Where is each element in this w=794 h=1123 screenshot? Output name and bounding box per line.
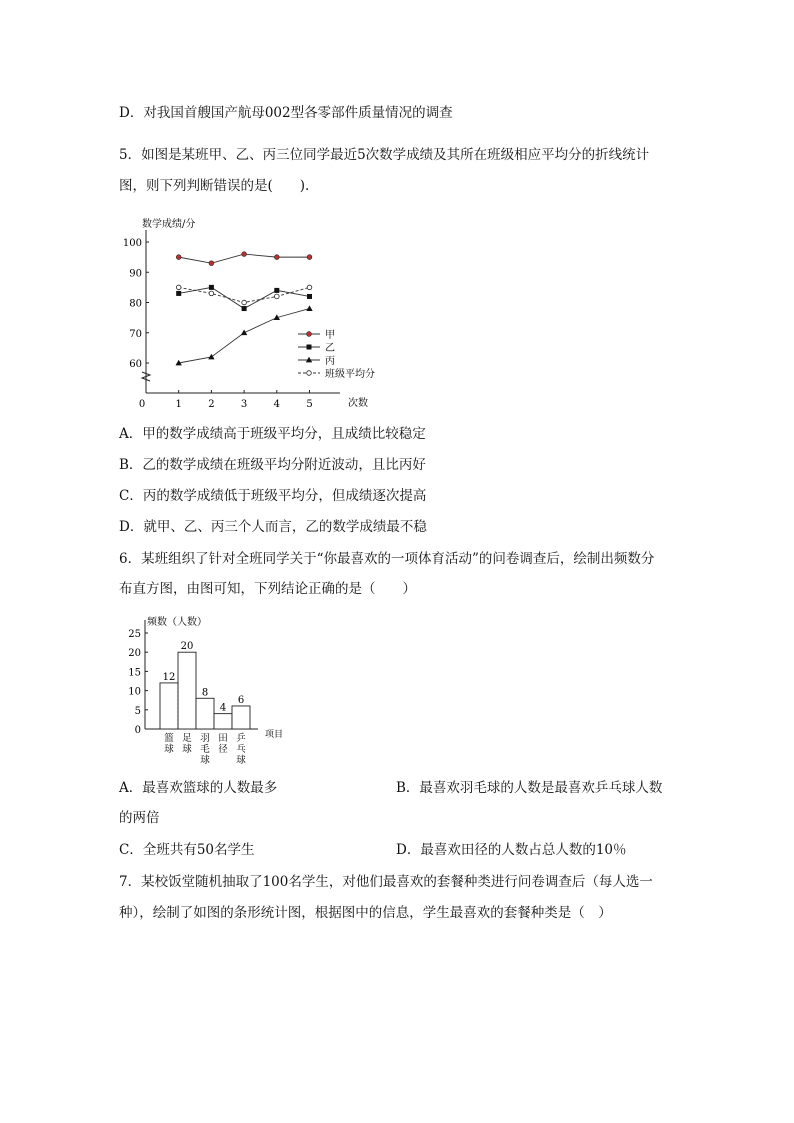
x-tick-label: 2 — [208, 399, 215, 410]
q6-stem-line2: 布直方图，由图可知，下列结论正确的是（ ） — [119, 581, 416, 597]
data-point-4 — [275, 294, 280, 299]
histogram-chart — [128, 610, 308, 770]
data-point-2 — [242, 306, 247, 311]
q5-option-a: A．甲的数学成绩高于班级平均分，且成绩比较稳定 — [119, 426, 426, 442]
y-axis-label: 数学成绩/分 — [142, 219, 196, 230]
legend-label: 班级平均分 — [325, 369, 375, 380]
data-point-2 — [274, 288, 279, 293]
bar — [178, 652, 196, 729]
category-label: 羽 — [200, 733, 210, 744]
data-point-1 — [307, 255, 312, 260]
category-label: 球 — [200, 755, 210, 766]
x-tick-label: 3 — [240, 399, 248, 410]
q7-stem-line2: 种），绘制了如图的条形统计图，根据图中的信息，学生最喜欢的套餐种类是（ ） — [119, 905, 612, 921]
data-point-1 — [209, 261, 214, 266]
bar-value-label: 8 — [201, 687, 209, 699]
category-label: 球 — [236, 755, 246, 766]
bar-value-label: 6 — [237, 694, 245, 706]
q4-option-d: D．对我国首艘国产航母002型各零部件质量情况的调查 — [119, 105, 453, 121]
q6-option-a: A．最喜欢篮球的人数最多 — [119, 780, 278, 796]
data-point-3 — [306, 305, 312, 311]
category-label: 球 — [164, 744, 174, 755]
category-label: 毛 — [200, 744, 210, 755]
y-tick-label: 20 — [128, 648, 141, 660]
bar-value-label: 4 — [219, 702, 227, 714]
y-tick-label: 10 — [128, 686, 141, 698]
data-point-3 — [208, 354, 214, 360]
q6-option-d: D．最喜欢田径的人数占总人数的10％ — [396, 842, 627, 858]
data-point-2 — [307, 294, 312, 299]
y-tick-label: 5 — [134, 705, 141, 717]
q5-option-c: C．丙的数学成绩低于班级平均分，但成绩逐次提高 — [119, 488, 427, 504]
series-line-3 — [179, 309, 310, 363]
x-tick-label: 4 — [273, 399, 280, 410]
q5-option-d: D．就甲、乙、丙三个人而言，乙的数学成绩最不稳 — [119, 519, 427, 535]
legend-label: 丙 — [325, 356, 335, 367]
bar — [232, 706, 250, 729]
legend-label: 乙 — [325, 343, 335, 354]
bar — [214, 714, 232, 729]
x-axis-label: 次数 — [348, 398, 368, 409]
y-tick-label: 15 — [128, 667, 141, 679]
category-label: 径 — [218, 744, 228, 755]
line-chart — [122, 212, 390, 412]
category-label: 足 — [182, 733, 192, 744]
x-tick-label: 1 — [175, 399, 182, 410]
category-label: 乓 — [236, 744, 246, 755]
axis-break-mark — [142, 372, 150, 381]
x-axis-label: 项目 — [265, 730, 284, 740]
y-tick-label: 90 — [129, 268, 142, 280]
data-point-2 — [209, 285, 214, 290]
category-label: 乒 — [236, 733, 246, 744]
q6-option-b-line1: B．最喜欢羽毛球的人数是最喜欢乒乓球人数 — [396, 780, 663, 796]
legend-marker — [307, 345, 312, 350]
q6-stem-line1: 6．某班组织了针对全班同学关于“你最喜欢的一项体育活动”的问卷调查后，绘制出频数分 — [119, 551, 655, 567]
x-tick-label: 0 — [138, 399, 146, 410]
category-label: 篮 — [164, 733, 174, 744]
y-axis-label: 频数（人数） — [147, 617, 207, 628]
bar-value-label: 12 — [162, 671, 176, 683]
bar — [196, 698, 214, 729]
data-point-3 — [241, 330, 247, 336]
legend-label: 甲 — [325, 330, 335, 341]
q5-stem-line1: 5．如图是某班甲、乙、丙三位同学最近5次数学成绩及其所在班级相应平均分的折线统计 — [119, 147, 650, 163]
data-point-1 — [176, 255, 181, 260]
data-point-4 — [176, 285, 181, 290]
y-tick-label: 80 — [129, 298, 142, 310]
bar — [160, 683, 178, 729]
category-label: 田 — [218, 733, 228, 744]
series-line-2 — [179, 287, 310, 308]
category-label: 球 — [182, 744, 192, 755]
data-point-4 — [242, 300, 247, 305]
legend-marker — [307, 332, 312, 337]
y-tick-label: 60 — [129, 359, 142, 370]
data-point-1 — [242, 252, 247, 257]
q7-stem-line1: 7．某校饭堂随机抽取了100名学生，对他们最喜欢的套餐种类进行问卷调查后（每人选一 — [119, 874, 653, 890]
x-tick-label: 5 — [306, 399, 313, 410]
bar-value-label: 20 — [180, 641, 194, 653]
y-tick-label: 25 — [128, 629, 141, 640]
y-tick-label: 0 — [134, 725, 141, 736]
q5-stem-line2: 图，则下列判断错误的是( ). — [119, 178, 310, 194]
q5-option-b: B．乙的数学成绩在班级平均分附近波动，且比丙好 — [119, 457, 426, 473]
legend-marker — [307, 371, 312, 376]
data-point-1 — [274, 255, 279, 260]
data-point-4 — [307, 285, 312, 290]
data-point-2 — [176, 291, 181, 296]
data-point-4 — [209, 291, 214, 296]
y-tick-label: 100 — [122, 238, 142, 249]
y-tick-label: 70 — [129, 328, 142, 340]
q6-option-b-line2: 的两倍 — [119, 810, 160, 826]
q6-option-c: C．全班共有50名学生 — [119, 842, 255, 858]
